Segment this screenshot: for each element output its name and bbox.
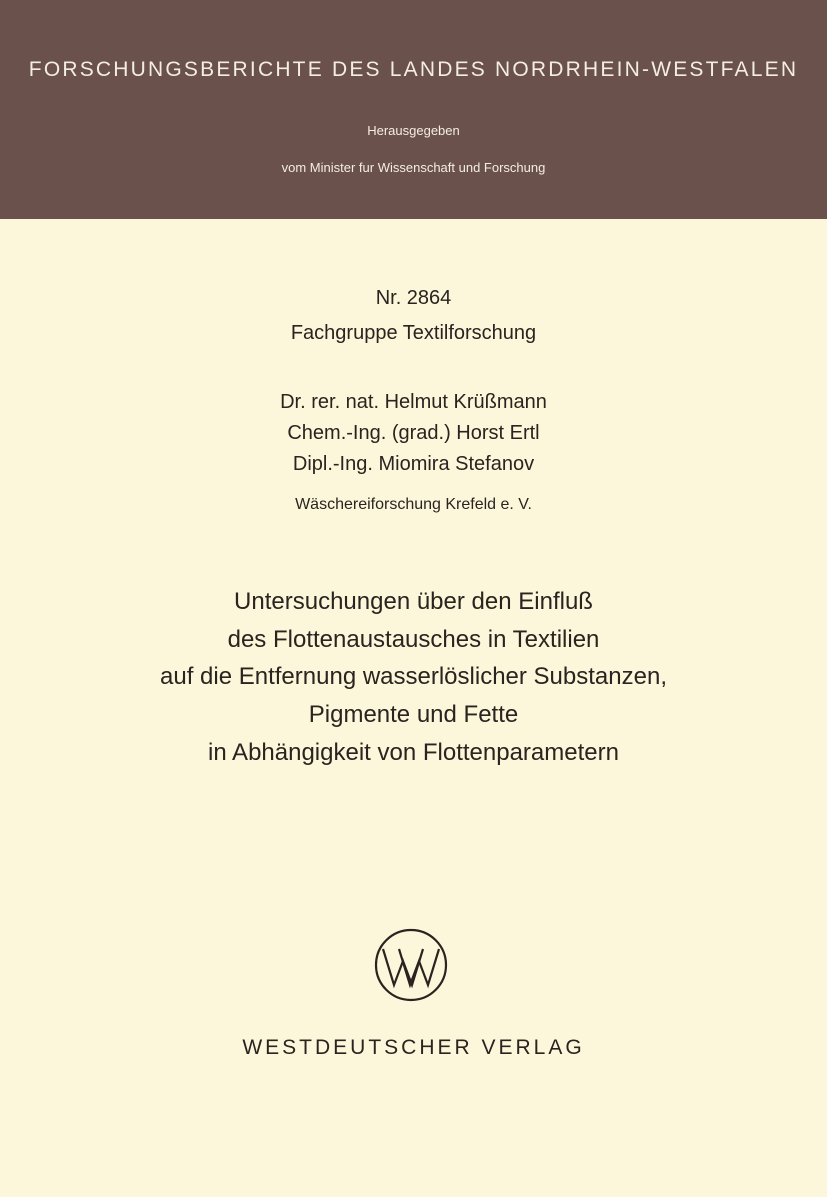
westdeutscher-verlag-ww-logo-icon (373, 927, 449, 1003)
subject-group: Fachgruppe Textilforschung (290, 322, 537, 344)
title-line: Untersuchungen über den Einfluß (234, 588, 593, 615)
institution: Wäschereiforschung Krefeld e. V. (295, 496, 532, 513)
publisher-line: vom Minister fur Wissenschaft und Forschung (281, 160, 546, 175)
header-band (0, 0, 827, 219)
author-name: Dr. rer. nat. Helmut Krüßmann (280, 391, 547, 413)
published-by-label: Herausgegeben (367, 123, 460, 138)
report-number: Nr. 2864 (375, 287, 452, 309)
publisher-name: WESTDEUTSCHER VERLAG (242, 1036, 585, 1059)
author-name: Dipl.-Ing. Miomira Stefanov (292, 453, 535, 475)
author-name: Chem.-Ing. (grad.) Horst Ertl (287, 422, 540, 444)
title-line: in Abhängigkeit von Flottenparametern (208, 739, 619, 766)
title-line: auf die Entfernung wasserlöslicher Substanzen, (160, 663, 667, 690)
series-title: FORSCHUNGSBERICHTE DES LANDES NORDRHEIN-WESTFALEN (28, 58, 799, 81)
title-line: Pigmente und Fette (308, 701, 519, 728)
title-line: des Flottenaustausches in Textilien (227, 626, 600, 653)
